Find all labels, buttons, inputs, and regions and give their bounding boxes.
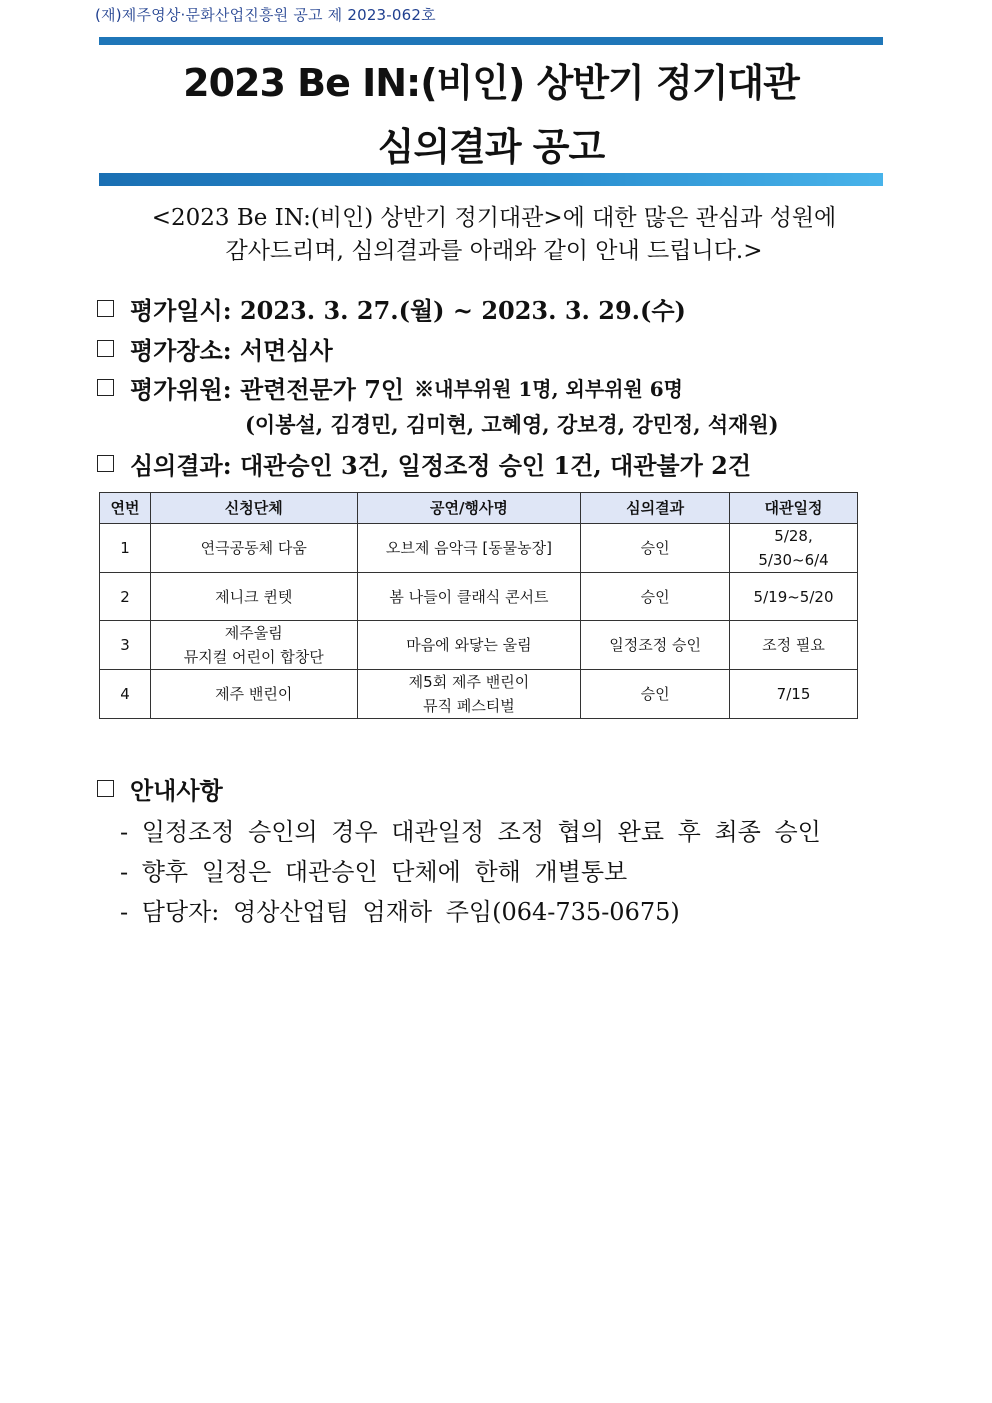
table-row	[100, 670, 858, 719]
schedule-line-1: 5/28,	[774, 527, 813, 545]
header-org: 신청단체	[150, 493, 357, 524]
cell-schedule	[730, 524, 858, 573]
intro-line-2: 감사드리며, 심의결과를 아래와 같이 안내 드립니다.>	[225, 238, 763, 264]
checkbox-square-icon	[97, 340, 114, 357]
review-result-text: 심의결과: 대관승인 3건, 일정조정 승인 1건, 대관불가 2건	[130, 451, 752, 480]
org-line: 제니크 퀸텟	[215, 587, 293, 606]
committee-members: (이봉설, 김경민, 김미현, 고혜영, 강보경, 강민정, 석재원)	[245, 412, 779, 437]
header-event: 공연/행사명	[357, 493, 581, 524]
checkbox-square-icon	[97, 455, 114, 472]
notice-line-1: - 일정조정 승인의 경우 대관일정 조정 협의 완료 후 최종 승인	[120, 818, 821, 846]
page-title-line-2: 심의결과 공고	[377, 125, 605, 169]
notice-title-text: 안내사항	[130, 776, 223, 805]
checkbox-square-icon	[97, 300, 114, 317]
page-title-line-1: 2023 Be IN:(비인) 상반기 정기대관	[183, 61, 799, 105]
header-result: 심의결과	[581, 493, 730, 524]
cell-schedule	[730, 670, 858, 719]
cell-no: 4	[100, 670, 151, 719]
notice-section-title	[97, 771, 223, 806]
event-line: 오브제 음악극 [동물농장]	[385, 539, 553, 557]
org-line-2: 뮤지컬 어린이 합창단	[183, 648, 324, 666]
table-row	[100, 621, 858, 670]
table-row	[100, 573, 858, 621]
table-header-row	[100, 493, 858, 524]
schedule-line-1: 조정 필요	[762, 636, 825, 654]
cell-event	[357, 621, 581, 670]
evaluation-committee-item	[97, 370, 683, 405]
bottom-divider-bar	[99, 173, 883, 186]
cell-result: 승인	[581, 670, 730, 719]
header-no: 연번	[100, 493, 151, 524]
evaluation-committee-note: ※내부위원 1명, 외부위원 6명	[414, 377, 683, 401]
cell-schedule	[730, 621, 858, 670]
results-table	[99, 492, 858, 719]
evaluation-place-text: 평가장소: 서면심사	[130, 336, 333, 365]
org-line-1: 제주울림	[224, 624, 283, 642]
review-result-item	[97, 446, 751, 481]
cell-event	[357, 670, 581, 719]
header-schedule: 대관일정	[730, 493, 858, 524]
cell-no: 3	[100, 621, 151, 670]
cell-event	[357, 524, 581, 573]
cell-no: 1	[100, 524, 151, 573]
cell-org	[150, 670, 357, 719]
evaluation-date-text: 평가일시: 2023. 3. 27.(월) ~ 2023. 3. 29.(수)	[130, 296, 686, 325]
cell-org	[150, 524, 357, 573]
notice-line-3: - 담당자: 영상산업팀 엄재하 주임(064-735-0675)	[120, 898, 680, 926]
checkbox-square-icon	[97, 780, 114, 797]
notice-line-2: - 향후 일정은 대관승인 단체에 한해 개별통보	[120, 858, 628, 886]
org-line: 제주 밴린이	[215, 685, 293, 703]
event-line: 마음에 와닿는 울림	[406, 636, 532, 654]
cell-schedule	[730, 573, 858, 621]
cell-result: 일정조정 승인	[581, 621, 730, 670]
checkbox-square-icon	[97, 379, 114, 396]
evaluation-committee-text: 평가위원: 관련전문가 7인	[130, 375, 405, 404]
evaluation-place-item	[97, 331, 333, 366]
schedule-line-1: 5/19~5/20	[753, 587, 834, 606]
cell-no: 2	[100, 573, 151, 621]
cell-org	[150, 621, 357, 670]
event-line-1: 제5회 제주 밴린이	[408, 673, 530, 691]
org-line: 연극공동체 다움	[200, 539, 307, 557]
evaluation-date-item	[97, 291, 686, 326]
notice-number: (재)제주영상·문화산업진흥원 공고 제 2023-062호	[95, 6, 436, 24]
event-line-2: 뮤직 페스티벌	[423, 697, 515, 715]
cell-result: 승인	[581, 573, 730, 621]
event-line: 봄 나들이 클래식 콘서트	[389, 587, 549, 606]
table-row	[100, 524, 858, 573]
cell-org	[150, 573, 357, 621]
cell-event	[357, 573, 581, 621]
schedule-line-2: 5/30~6/4	[758, 551, 829, 569]
top-divider-bar	[99, 37, 883, 45]
cell-result: 승인	[581, 524, 730, 573]
intro-line-1: <2023 Be IN:(비인) 상반기 정기대관>에 대한 많은 관심과 성원에	[151, 205, 837, 231]
schedule-line-1: 7/15	[776, 685, 811, 703]
